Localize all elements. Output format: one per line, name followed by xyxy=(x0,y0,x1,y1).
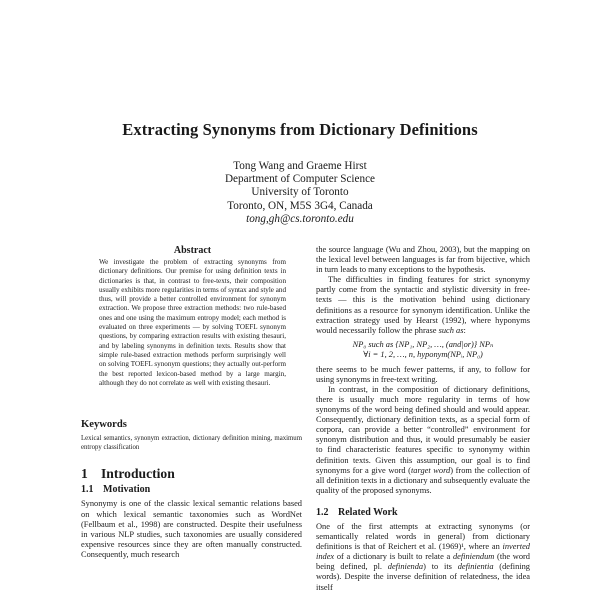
abstract-text: We investigate the problem of extracting synonyms from dictionary definitions. Our premise for using definition texts in dictionaries is that, in contrast to free-texts, their composition usually exhibits more regularities in terms of syntax and style and thus, will provide a better controlled environment for synonym extraction. We propose three extraction methods: two rule-based ones and one using the maximum entropy model; each method is evaluated on three experiments — by solving TOEFL synonym questions, by comparing extraction results with existing thesauri, and by labeling synonyms in definition texts. Results show that simple rule-based extraction methods perform surprisingly well on solving TOEFL synonym questions; they actually out-perform the best reported lexicon-based method by a large margin, although they do not correlate as well with existing thesauri. xyxy=(99,258,286,387)
paragraph-5 xyxy=(316,522,530,593)
formula-line-2: ∀i = 1, 2, …, n, hyponym(NPᵢ, NP₀) xyxy=(363,350,483,360)
author-address: Toronto, ON, M5S 3G4, Canada xyxy=(227,199,373,212)
left-column xyxy=(81,245,302,560)
right-column xyxy=(316,245,530,593)
paragraph-2 xyxy=(316,275,530,336)
paragraph-4-end: ) from the collection of all definition texts in a dictionary and subsequently evaluate the quality of the proposed synonyms. xyxy=(316,465,530,495)
formula-line-1: NP₀ such as {NP₁, NP₂, …, (and|or)} NPₙ xyxy=(352,339,494,349)
author-block xyxy=(0,160,600,226)
paragraph-2-emphasis: such as xyxy=(438,325,464,335)
section-number: 1 xyxy=(81,466,88,482)
keywords-heading: Keywords xyxy=(81,419,127,431)
author-university: University of Toronto xyxy=(251,186,349,199)
section-heading-introduction xyxy=(81,466,302,482)
hearst-pattern-formula xyxy=(316,340,530,361)
subsection-title: Related Work xyxy=(338,506,398,518)
paragraph-1: the source language (Wu and Zhou, 2003), but the mapping on the lexical level between languages is far from bijective, which in turn leads to many exceptions to the hypothesis. xyxy=(316,245,530,275)
subsection-number: 1.2 xyxy=(316,506,329,518)
section-title: Introduction xyxy=(101,466,175,482)
subsection-title: Motivation xyxy=(103,484,151,496)
paragraph-5-emphasis-3: definienda xyxy=(387,562,424,572)
paragraph-3: there seems to be much fewer patterns, if any, to follow for using synonyms in free-text writing. xyxy=(316,364,530,384)
paper-title: Extracting Synonyms from Dictionary Definitions xyxy=(122,120,478,139)
paragraph-5-text-c: (the word being defined, pl. xyxy=(316,552,530,572)
keywords-text: Lexical semantics, synonym extraction, dictionary definition mining, maximum entropy classification xyxy=(81,435,302,452)
paragraph-5-text-a: One of the first attempts at extracting synonyms (or semantically related words in general) from dictionary definitions is that of Reichert et al. (1969)¹, where an xyxy=(316,521,530,552)
paragraph-5-emphasis-2: definiendum xyxy=(452,552,495,562)
subsection-number: 1.1 xyxy=(81,484,94,496)
subsection-heading-related-work xyxy=(316,508,530,518)
paragraph-4-emphasis: target word xyxy=(410,465,451,475)
subsection-heading-motivation xyxy=(81,485,302,495)
abstract-heading: Abstract xyxy=(173,245,212,256)
paragraph-5-emphasis-1: inverted index xyxy=(316,542,530,562)
paragraph-5-text-d: ) to its xyxy=(423,562,458,572)
paragraph-5-text-b: of a dictionary is built to relate a xyxy=(334,552,453,562)
author-email: tong,gh@cs.toronto.edu xyxy=(246,212,354,225)
paragraph-5-text-e: (defining words). Despite the inverse definition of relatedness, the idea itself xyxy=(316,562,530,592)
paragraph-4-text: In contrast, in the composition of dictionary definitions, there is usually much more regularity in terms of how synonyms of the word being defined should and would appear. Consequently, dictionary definition texts, as a special form of corpora, can provide a better “controlled” environment for synonym distribution and thus, it would presumably be easier to find characteristic features specific to synonymy within definition texts. Given this assumption, our goal is to find synonyms for a give word ( xyxy=(316,384,530,475)
author-department: Department of Computer Science xyxy=(224,173,376,186)
motivation-text: Synonymy is one of the classic lexical semantic relations based on which lexical semantic taxonomies such as WordNet (Fellbaum et al., 1998) are constructed. Despite their usefulness in various NLP studies, such taxonomies are usually considered expensive resources since they are often manually constructed. Consequently, much research xyxy=(81,499,302,559)
paragraph-2-end: : xyxy=(463,325,466,335)
paragraph-5-emphasis-4: definientia xyxy=(457,562,494,572)
author-names: Tong Wang and Graeme Hirst xyxy=(233,160,367,172)
abstract-section xyxy=(99,245,286,388)
paragraph-4 xyxy=(316,385,530,496)
paragraph-2-text: The difficulties in finding features for strict synonymy partly come from the syntactic and stylistic diversity in free-texts — this is the motivation behind using dictionary definitions as a resource for synonym identification. Unlike the extraction strategy used by Hearst (1992), where hyponyms would necessarily follow the phrase xyxy=(316,275,530,335)
